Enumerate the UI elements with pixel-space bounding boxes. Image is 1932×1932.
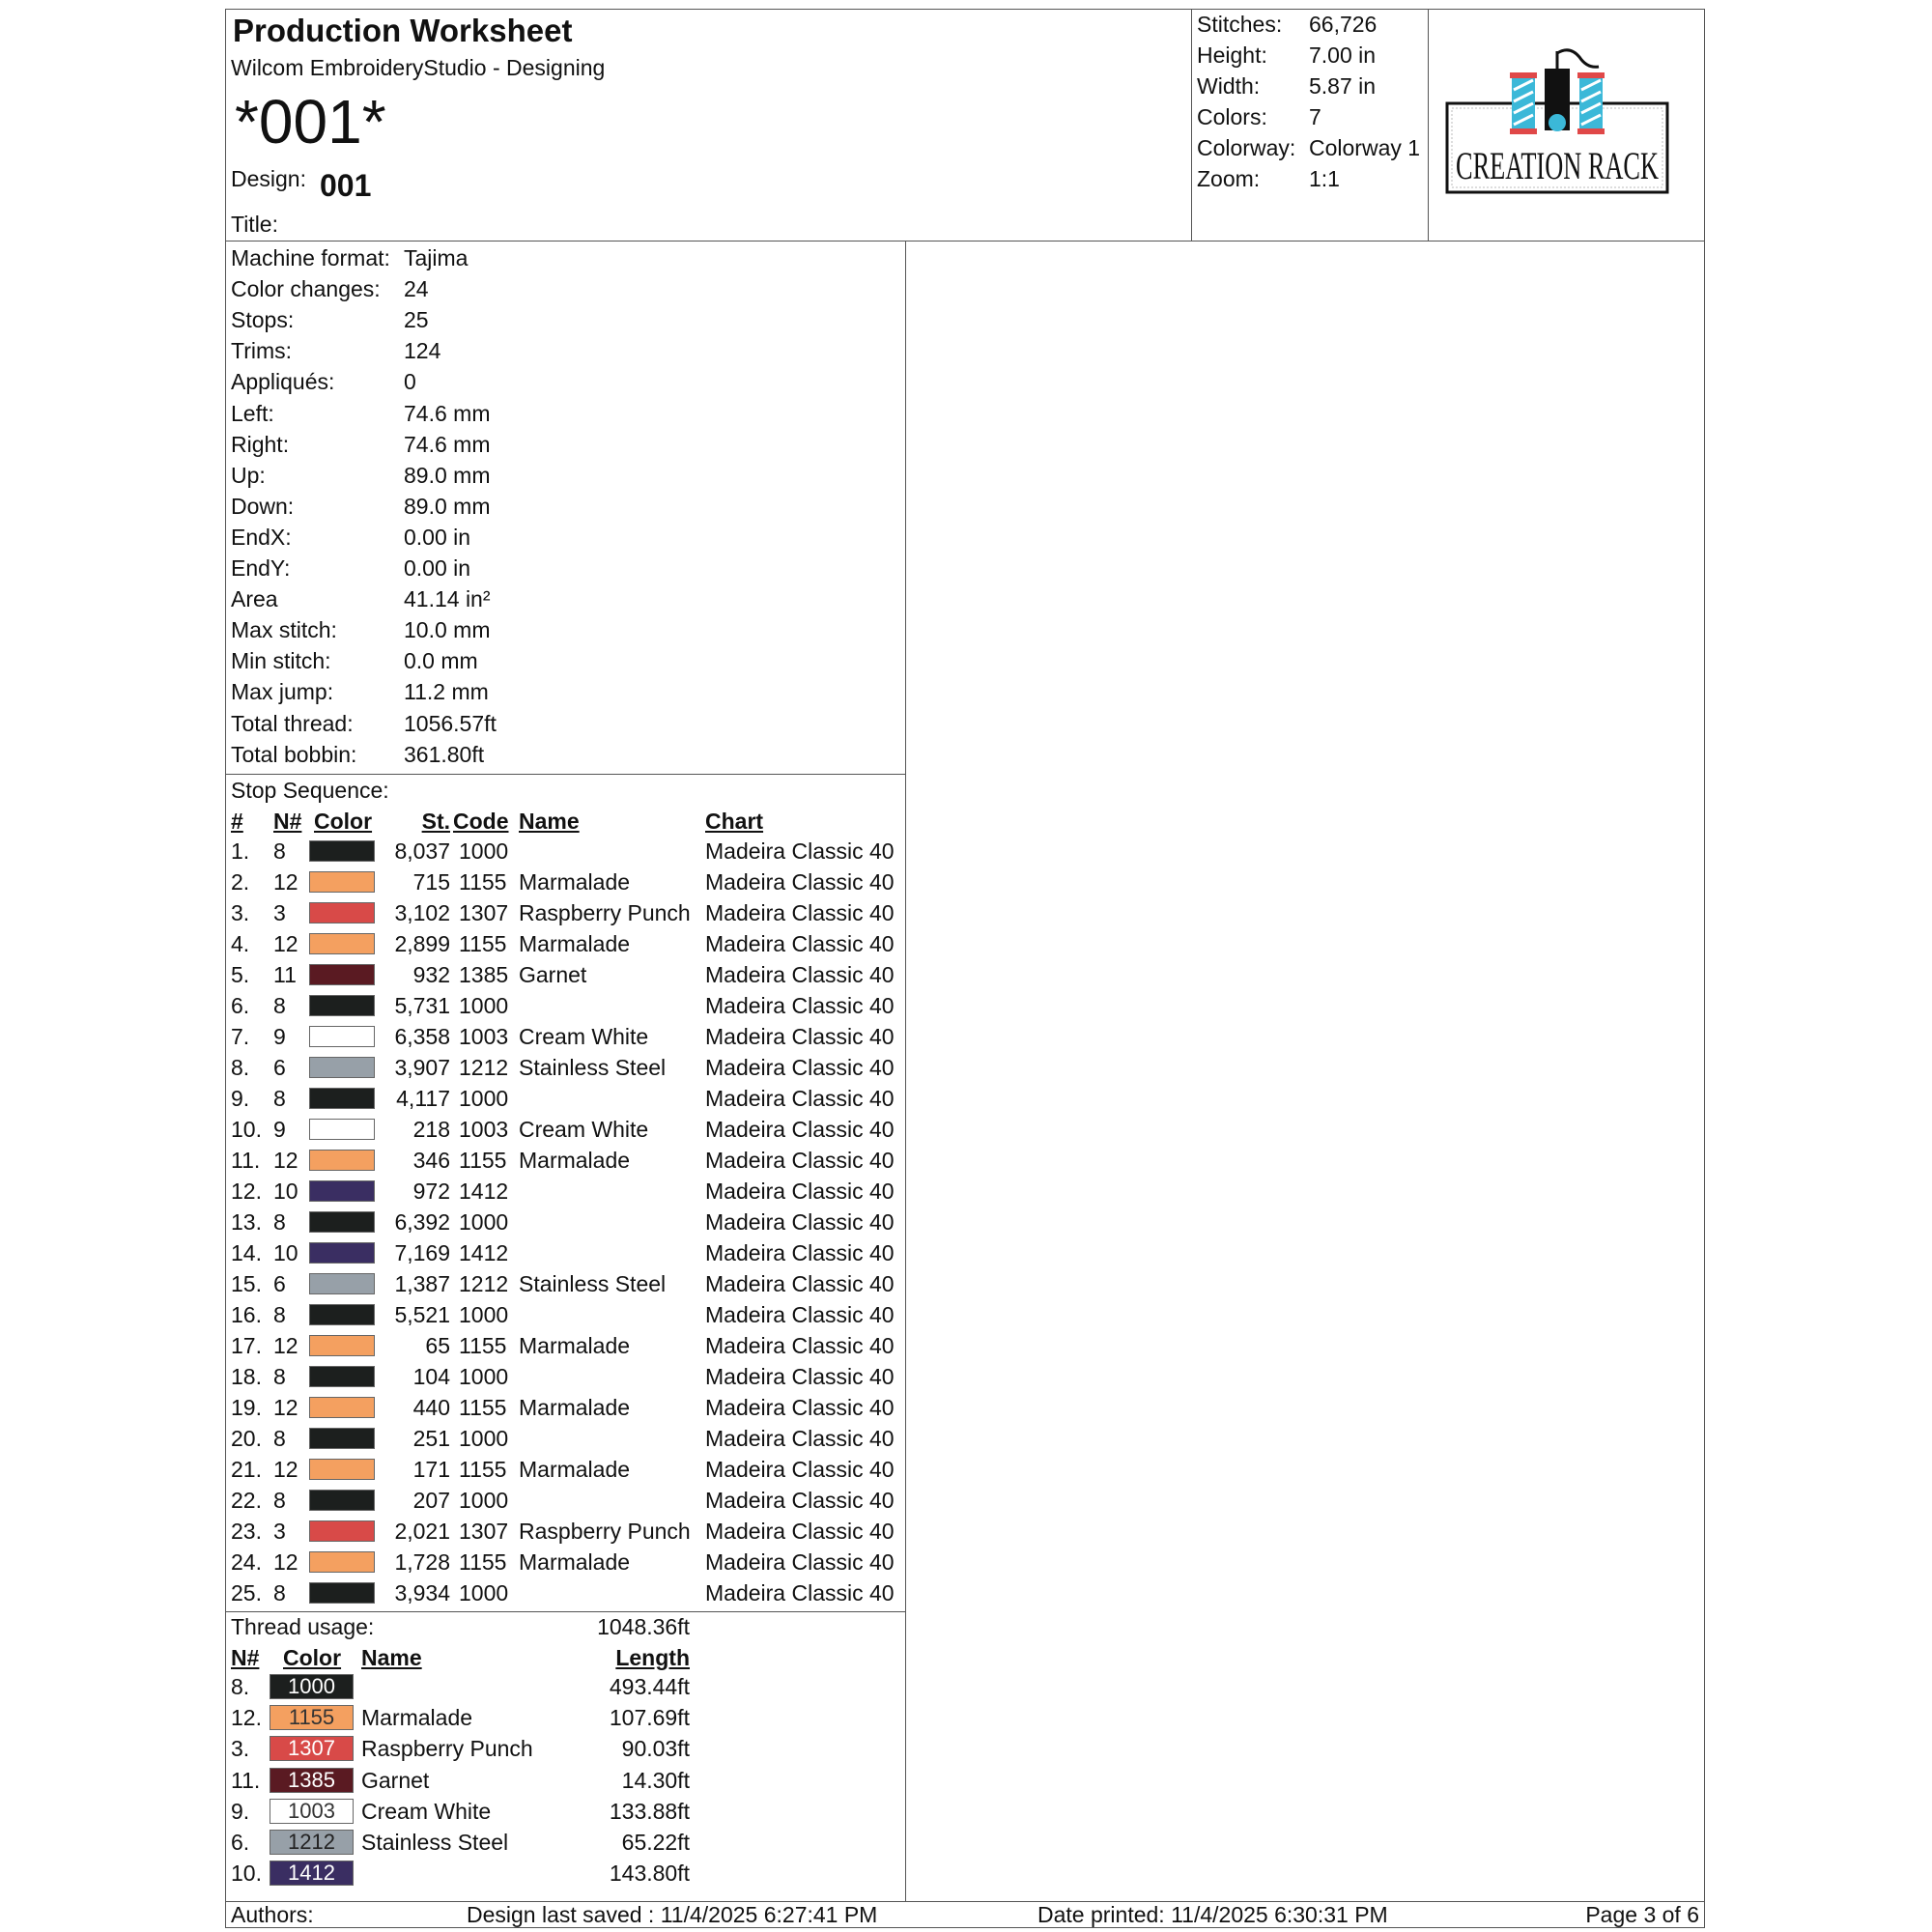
stop-name: Raspberry Punch bbox=[519, 1519, 691, 1544]
thread-length: 90.03ft bbox=[621, 1736, 690, 1762]
machine-info-label: Up: bbox=[231, 462, 266, 488]
color-swatch bbox=[309, 1273, 375, 1294]
stop-chart: Madeira Classic 40 bbox=[705, 1148, 895, 1173]
summary-label: Width: bbox=[1197, 73, 1261, 99]
summary-value: 1:1 bbox=[1309, 166, 1340, 191]
color-swatch bbox=[309, 1057, 375, 1078]
stop-stitches: 207 bbox=[412, 1488, 450, 1513]
stop-needle: 11 bbox=[273, 962, 297, 987]
logo-text: CREATION RACK bbox=[1456, 144, 1660, 187]
stop-name: Marmalade bbox=[519, 1333, 631, 1358]
stop-code: 1000 bbox=[459, 1302, 509, 1327]
stop-chart: Madeira Classic 40 bbox=[705, 1179, 895, 1204]
thread-name: Garnet bbox=[361, 1767, 430, 1793]
stop-chart: Madeira Classic 40 bbox=[705, 1209, 895, 1235]
machine-info-label: Color changes: bbox=[231, 276, 381, 302]
stop-name: Cream White bbox=[519, 1117, 649, 1142]
thread-color-swatch: 1000 bbox=[270, 1674, 354, 1699]
stop-index: 10. bbox=[231, 1117, 262, 1142]
stop-stitches: 5,521 bbox=[394, 1302, 450, 1327]
stop-code: 1155 bbox=[459, 869, 507, 895]
tu-header-n: N# bbox=[231, 1645, 260, 1670]
machine-info-label: Appliqués: bbox=[231, 369, 335, 395]
stop-chart: Madeira Classic 40 bbox=[705, 900, 895, 925]
stop-stitches: 7,169 bbox=[394, 1240, 450, 1265]
machine-info-value: 89.0 mm bbox=[404, 462, 491, 488]
design-value: 001 bbox=[320, 168, 372, 203]
stop-index: 11. bbox=[231, 1148, 261, 1173]
machine-info-label: EndX: bbox=[231, 524, 292, 550]
stop-chart: Madeira Classic 40 bbox=[705, 1364, 895, 1389]
stop-name: Marmalade bbox=[519, 1457, 631, 1482]
stop-needle: 6 bbox=[273, 1271, 286, 1296]
stop-chart: Madeira Classic 40 bbox=[705, 931, 895, 956]
summary-value: 66,726 bbox=[1309, 12, 1378, 37]
summary-value: 5.87 in bbox=[1309, 73, 1377, 99]
thread-color-swatch: 1307 bbox=[270, 1736, 354, 1761]
thread-needle: 12. bbox=[231, 1705, 262, 1731]
machine-info-label: Machine format: bbox=[231, 245, 390, 270]
thread-color-swatch: 1385 bbox=[270, 1768, 354, 1793]
stop-chart: Madeira Classic 40 bbox=[705, 1271, 895, 1296]
title-label: Title: bbox=[231, 212, 278, 237]
thread-color-swatch: 1212 bbox=[270, 1830, 354, 1855]
stop-index: 16. bbox=[231, 1302, 262, 1327]
stop-needle: 8 bbox=[273, 1426, 286, 1451]
stop-needle: 8 bbox=[273, 1302, 286, 1327]
machine-info-label: Max jump: bbox=[231, 679, 334, 705]
stop-code: 1155 bbox=[459, 1457, 507, 1482]
stop-code: 1385 bbox=[459, 962, 509, 987]
stop-stitches: 104 bbox=[412, 1364, 450, 1389]
tu-header-name: Name bbox=[361, 1645, 422, 1670]
machine-info-value: 361.80ft bbox=[404, 741, 485, 767]
stop-needle: 9 bbox=[273, 1117, 286, 1142]
machine-info-label: Trims: bbox=[231, 338, 293, 364]
stop-stitches: 2,021 bbox=[394, 1519, 450, 1544]
thread-needle: 10. bbox=[231, 1861, 262, 1887]
stop-code: 1155 bbox=[459, 1395, 507, 1420]
stop-code: 1000 bbox=[459, 1364, 509, 1389]
stop-needle: 3 bbox=[273, 900, 286, 925]
summary-label: Height: bbox=[1197, 43, 1267, 68]
thread-length: 65.22ft bbox=[621, 1830, 690, 1855]
stop-chart: Madeira Classic 40 bbox=[705, 1395, 895, 1420]
header-code: Code bbox=[453, 809, 509, 834]
design-barcode: *001* bbox=[235, 87, 386, 156]
stop-needle: 10 bbox=[273, 1240, 298, 1265]
page-title: Production Worksheet bbox=[233, 13, 573, 48]
stop-index: 14. bbox=[231, 1240, 262, 1265]
color-swatch bbox=[309, 1428, 375, 1449]
software-name: Wilcom EmbroideryStudio - Designing bbox=[231, 55, 606, 80]
machine-info-label: Total thread: bbox=[231, 710, 354, 736]
stop-index: 12. bbox=[231, 1179, 262, 1204]
stop-index: 7. bbox=[231, 1024, 250, 1049]
summary-label: Colors: bbox=[1197, 104, 1267, 129]
color-swatch bbox=[309, 964, 375, 985]
stop-code: 1003 bbox=[459, 1117, 509, 1142]
machine-info-value: 10.0 mm bbox=[404, 617, 491, 643]
stop-needle: 8 bbox=[273, 1488, 286, 1513]
stop-stitches: 171 bbox=[412, 1457, 450, 1482]
stop-code: 1000 bbox=[459, 1488, 509, 1513]
stop-needle: 12 bbox=[273, 1395, 298, 1420]
machine-info-label: Min stitch: bbox=[231, 648, 331, 674]
thread-needle: 11. bbox=[231, 1767, 261, 1793]
stop-code: 1212 bbox=[459, 1055, 509, 1080]
thread-color-swatch: 1155 bbox=[270, 1705, 354, 1730]
stop-code: 1155 bbox=[459, 1549, 507, 1575]
thread-usage-label: Thread usage: bbox=[231, 1614, 375, 1639]
stop-stitches: 6,358 bbox=[394, 1024, 450, 1049]
header-color: Color bbox=[314, 809, 373, 834]
stop-needle: 6 bbox=[273, 1055, 286, 1080]
summary-label: Colorway: bbox=[1197, 135, 1296, 160]
stop-name: Stainless Steel bbox=[519, 1271, 667, 1296]
stop-name: Marmalade bbox=[519, 1549, 631, 1575]
footer-authors: Authors: bbox=[231, 1902, 314, 1927]
summary-label: Stitches: bbox=[1197, 12, 1283, 37]
machine-info-value: 1056.57ft bbox=[404, 710, 497, 736]
machine-info-value: 11.2 mm bbox=[404, 679, 489, 705]
stop-chart: Madeira Classic 40 bbox=[705, 962, 895, 987]
footer-date-printed: Date printed: 11/4/2025 6:30:31 PM bbox=[1037, 1902, 1388, 1927]
stop-chart: Madeira Classic 40 bbox=[705, 1488, 895, 1513]
stop-index: 23. bbox=[231, 1519, 262, 1544]
stop-chart: Madeira Classic 40 bbox=[705, 1580, 895, 1605]
thread-name: Marmalade bbox=[361, 1705, 473, 1731]
stop-stitches: 932 bbox=[412, 962, 450, 987]
stop-needle: 12 bbox=[273, 1148, 298, 1173]
stop-stitches: 3,907 bbox=[394, 1055, 450, 1080]
tu-header-length: Length bbox=[615, 1645, 690, 1670]
stop-index: 18. bbox=[231, 1364, 262, 1389]
stop-index: 21. bbox=[231, 1457, 262, 1482]
stop-stitches: 3,102 bbox=[394, 900, 450, 925]
color-swatch bbox=[309, 1150, 375, 1171]
color-swatch bbox=[309, 1026, 375, 1047]
stop-index: 5. bbox=[231, 962, 250, 987]
stop-needle: 8 bbox=[273, 1364, 286, 1389]
stop-chart: Madeira Classic 40 bbox=[705, 1457, 895, 1482]
machine-info-label: Max stitch: bbox=[231, 617, 337, 643]
stop-name: Cream White bbox=[519, 1024, 649, 1049]
stop-code: 1000 bbox=[459, 838, 509, 864]
stop-stitches: 65 bbox=[425, 1333, 450, 1358]
machine-info-value: 74.6 mm bbox=[404, 400, 491, 426]
stop-index: 6. bbox=[231, 993, 250, 1018]
stop-name: Raspberry Punch bbox=[519, 900, 691, 925]
stop-index: 2. bbox=[231, 869, 250, 895]
color-swatch bbox=[309, 1520, 375, 1542]
stop-code: 1307 bbox=[459, 900, 509, 925]
stop-stitches: 8,037 bbox=[394, 838, 450, 864]
thread-needle: 6. bbox=[231, 1830, 250, 1855]
stop-name: Garnet bbox=[519, 962, 587, 987]
machine-info-label: Total bobbin: bbox=[231, 741, 357, 767]
stop-needle: 9 bbox=[273, 1024, 286, 1049]
stop-index: 3. bbox=[231, 900, 250, 925]
stop-stitches: 4,117 bbox=[396, 1086, 450, 1111]
machine-info-label: Area bbox=[231, 586, 278, 612]
machine-info-value: 0.0 mm bbox=[404, 648, 478, 674]
stop-stitches: 2,899 bbox=[394, 931, 450, 956]
color-swatch bbox=[309, 871, 375, 893]
creation-rack-logo-icon bbox=[1444, 47, 1670, 202]
stop-chart: Madeira Classic 40 bbox=[705, 869, 895, 895]
stop-stitches: 1,728 bbox=[394, 1549, 450, 1575]
footer-last-saved: Design last saved : 11/4/2025 6:27:41 PM bbox=[467, 1902, 878, 1927]
machine-info-value: 41.14 in² bbox=[404, 586, 491, 612]
stop-code: 1155 bbox=[459, 1148, 507, 1173]
stop-code: 1155 bbox=[459, 931, 507, 956]
machine-info-label: Right: bbox=[231, 431, 290, 457]
stop-stitches: 972 bbox=[412, 1179, 450, 1204]
machine-info-label: Left: bbox=[231, 400, 274, 426]
stop-code: 1000 bbox=[459, 1580, 509, 1605]
stop-chart: Madeira Classic 40 bbox=[705, 1117, 895, 1142]
color-swatch bbox=[309, 1582, 375, 1604]
stop-needle: 8 bbox=[273, 1086, 286, 1111]
stop-index: 22. bbox=[231, 1488, 262, 1513]
stop-chart: Madeira Classic 40 bbox=[705, 993, 895, 1018]
stop-needle: 12 bbox=[273, 1549, 298, 1575]
stop-chart: Madeira Classic 40 bbox=[705, 1024, 895, 1049]
stop-index: 20. bbox=[231, 1426, 262, 1451]
stop-index: 9. bbox=[231, 1086, 250, 1111]
stop-code: 1000 bbox=[459, 1086, 509, 1111]
color-swatch bbox=[309, 933, 375, 954]
thread-length: 107.69ft bbox=[609, 1705, 690, 1731]
stop-needle: 12 bbox=[273, 1333, 298, 1358]
color-swatch bbox=[309, 1119, 375, 1140]
machine-info-label: EndY: bbox=[231, 555, 291, 581]
thread-name: Cream White bbox=[361, 1798, 492, 1824]
stop-chart: Madeira Classic 40 bbox=[705, 1426, 895, 1451]
thread-length: 14.30ft bbox=[621, 1767, 690, 1793]
thread-length: 133.88ft bbox=[609, 1798, 690, 1824]
stop-name: Marmalade bbox=[519, 1395, 631, 1420]
thread-name: Raspberry Punch bbox=[361, 1736, 533, 1762]
stop-code: 1000 bbox=[459, 993, 509, 1018]
color-swatch bbox=[309, 1490, 375, 1511]
machine-info-value: 124 bbox=[404, 338, 441, 364]
stop-chart: Madeira Classic 40 bbox=[705, 1519, 895, 1544]
stop-name: Marmalade bbox=[519, 869, 631, 895]
stop-stitches: 251 bbox=[412, 1426, 450, 1451]
stop-needle: 8 bbox=[273, 1209, 286, 1235]
color-swatch bbox=[309, 1459, 375, 1480]
stop-stitches: 440 bbox=[412, 1395, 450, 1420]
color-swatch bbox=[309, 902, 375, 923]
stop-name: Stainless Steel bbox=[519, 1055, 667, 1080]
stop-stitches: 6,392 bbox=[394, 1209, 450, 1235]
thread-needle: 3. bbox=[231, 1736, 250, 1762]
color-swatch bbox=[309, 1088, 375, 1109]
footer-page-number: Page 3 of 6 bbox=[1585, 1902, 1699, 1927]
color-swatch bbox=[309, 1551, 375, 1573]
stop-name: Marmalade bbox=[519, 1148, 631, 1173]
stop-index: 25. bbox=[231, 1580, 262, 1605]
machine-info-value: 24 bbox=[404, 276, 429, 302]
stop-code: 1412 bbox=[459, 1179, 509, 1204]
stop-code: 1000 bbox=[459, 1209, 509, 1235]
stop-index: 13. bbox=[231, 1209, 262, 1235]
stop-chart: Madeira Classic 40 bbox=[705, 1302, 895, 1327]
stop-index: 15. bbox=[231, 1271, 262, 1296]
machine-info-value: 89.0 mm bbox=[404, 493, 491, 519]
stop-stitches: 1,387 bbox=[394, 1271, 450, 1296]
stop-chart: Madeira Classic 40 bbox=[705, 1086, 895, 1111]
stop-stitches: 346 bbox=[412, 1148, 450, 1173]
logo bbox=[1444, 47, 1670, 202]
thread-needle: 9. bbox=[231, 1798, 250, 1824]
machine-info-label: Stops: bbox=[231, 307, 295, 333]
summary-value: 7 bbox=[1309, 104, 1321, 129]
color-swatch bbox=[309, 995, 375, 1016]
machine-info-value: 0.00 in bbox=[404, 555, 471, 581]
color-swatch bbox=[309, 1242, 375, 1264]
stop-chart: Madeira Classic 40 bbox=[705, 1240, 895, 1265]
color-swatch bbox=[309, 1211, 375, 1233]
stop-chart: Madeira Classic 40 bbox=[705, 1333, 895, 1358]
color-swatch bbox=[309, 1180, 375, 1202]
stop-stitches: 3,934 bbox=[394, 1580, 450, 1605]
machine-info-value: 0 bbox=[404, 369, 416, 395]
machine-info-value: 74.6 mm bbox=[404, 431, 491, 457]
stop-index: 24. bbox=[231, 1549, 262, 1575]
stop-name: Marmalade bbox=[519, 931, 631, 956]
stop-needle: 12 bbox=[273, 869, 298, 895]
summary-label: Zoom: bbox=[1197, 166, 1261, 191]
design-label: Design: bbox=[231, 166, 306, 191]
machine-info-value: Tajima bbox=[404, 245, 469, 270]
stop-code: 1307 bbox=[459, 1519, 509, 1544]
stop-stitches: 5,731 bbox=[394, 993, 450, 1018]
stop-chart: Madeira Classic 40 bbox=[705, 1055, 895, 1080]
stop-needle: 8 bbox=[273, 838, 286, 864]
thread-needle: 8. bbox=[231, 1674, 250, 1699]
thread-name: Stainless Steel bbox=[361, 1830, 509, 1855]
color-swatch bbox=[309, 1335, 375, 1356]
color-swatch bbox=[309, 1397, 375, 1418]
thread-usage-total: 1048.36ft bbox=[597, 1614, 690, 1639]
stop-index: 1. bbox=[231, 838, 250, 864]
header-name: Name bbox=[519, 809, 580, 834]
stop-code: 1003 bbox=[459, 1024, 509, 1049]
stop-sequence-label: Stop Sequence: bbox=[231, 778, 389, 803]
header-chart: Chart bbox=[705, 809, 764, 834]
stop-chart: Madeira Classic 40 bbox=[705, 838, 895, 864]
stop-needle: 8 bbox=[273, 993, 286, 1018]
stop-chart: Madeira Classic 40 bbox=[705, 1549, 895, 1575]
stop-code: 1155 bbox=[459, 1333, 507, 1358]
thread-length: 143.80ft bbox=[609, 1861, 690, 1887]
machine-info-label: Down: bbox=[231, 493, 295, 519]
stop-stitches: 715 bbox=[412, 869, 450, 895]
stop-needle: 3 bbox=[273, 1519, 286, 1544]
stop-needle: 10 bbox=[273, 1179, 298, 1204]
header-idx: # bbox=[231, 809, 243, 834]
stop-needle: 12 bbox=[273, 1457, 298, 1482]
color-swatch bbox=[309, 1304, 375, 1325]
summary-value: Colorway 1 bbox=[1309, 135, 1421, 160]
tu-header-color: Color bbox=[283, 1645, 342, 1670]
thread-color-swatch: 1412 bbox=[270, 1861, 354, 1886]
stop-index: 8. bbox=[231, 1055, 250, 1080]
stop-needle: 12 bbox=[273, 931, 298, 956]
stop-stitches: 218 bbox=[412, 1117, 450, 1142]
color-swatch bbox=[309, 1366, 375, 1387]
machine-info-value: 0.00 in bbox=[404, 524, 471, 550]
stop-index: 4. bbox=[231, 931, 250, 956]
header-st: St. bbox=[421, 809, 450, 834]
machine-info-value: 25 bbox=[404, 307, 429, 333]
summary-value: 7.00 in bbox=[1309, 43, 1377, 68]
worksheet bbox=[225, 9, 1705, 1928]
stop-code: 1212 bbox=[459, 1271, 509, 1296]
thread-length: 493.44ft bbox=[609, 1674, 690, 1699]
stop-code: 1412 bbox=[459, 1240, 509, 1265]
thread-color-swatch: 1003 bbox=[270, 1799, 354, 1824]
color-swatch bbox=[309, 840, 375, 862]
stop-code: 1000 bbox=[459, 1426, 509, 1451]
stop-index: 19. bbox=[231, 1395, 262, 1420]
stop-index: 17. bbox=[231, 1333, 262, 1358]
stop-needle: 8 bbox=[273, 1580, 286, 1605]
header-n: N# bbox=[273, 809, 302, 834]
